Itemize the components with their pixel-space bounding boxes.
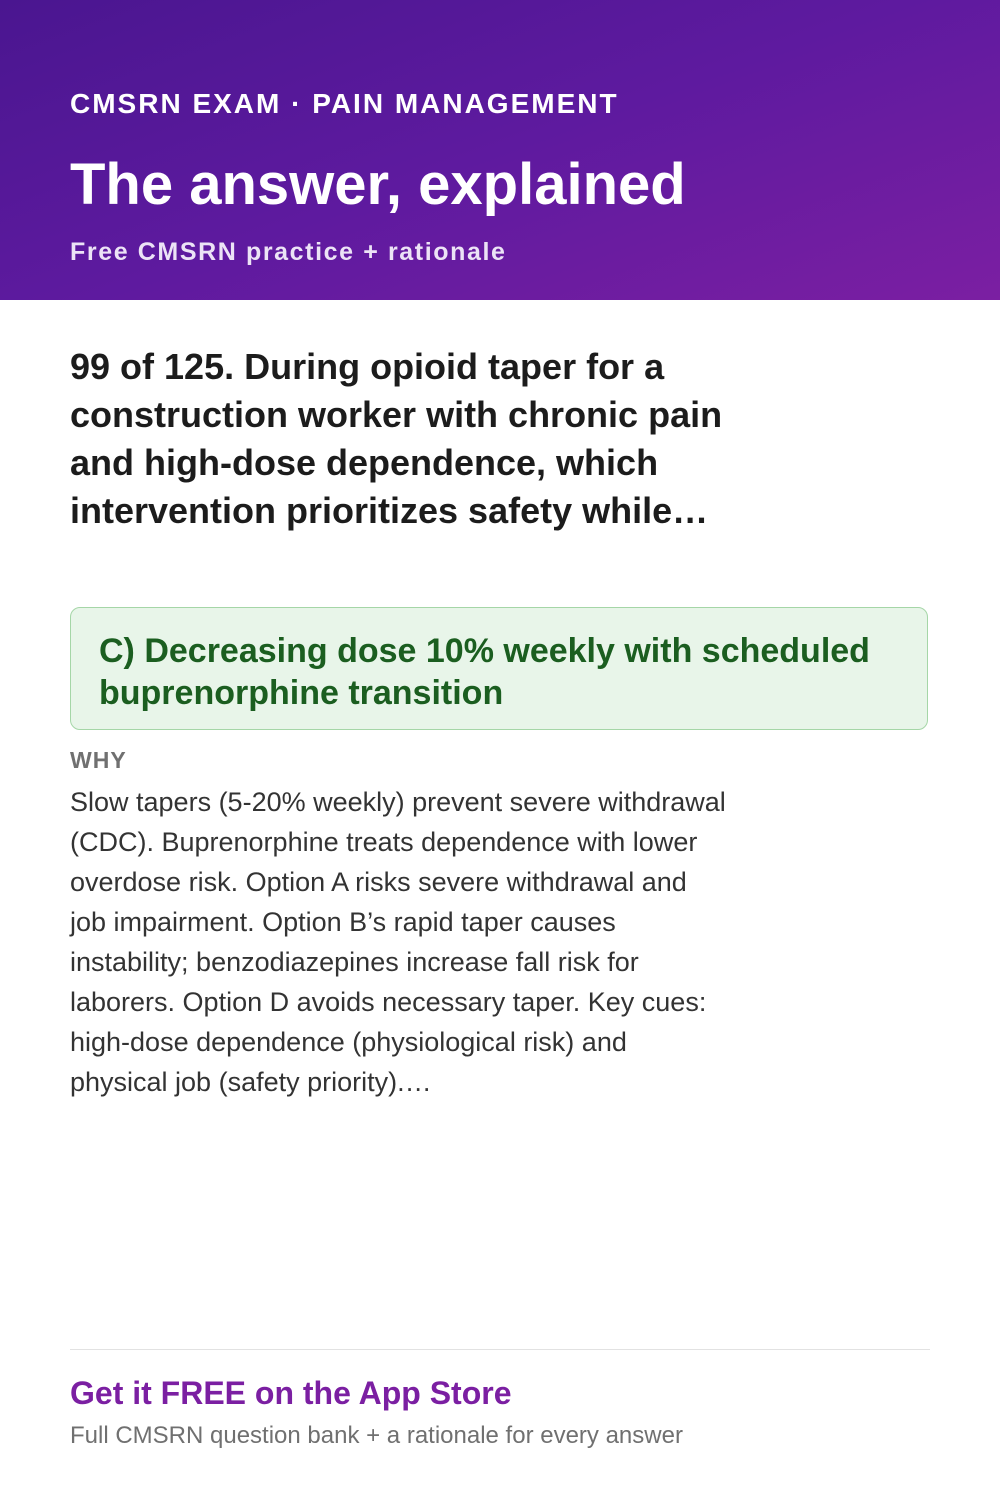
page-title: The answer, explained [70, 152, 686, 217]
app-store-description: Full CMSRN question bank + a rationale for every answer [70, 1422, 683, 1449]
header-banner [0, 0, 1000, 300]
correct-answer-text: C) Decreasing dose 10% weekly with scheduled buprenorphine transition [99, 632, 870, 712]
question-text: 99 of 125. During opioid taper for a construction worker with chronic pain and high-dose dependence, which intervention prioritizes safety while… [70, 346, 723, 531]
rationale-label: WHY [70, 747, 127, 773]
exam-category-label: CMSRN EXAM · PAIN MANAGEMENT [70, 88, 619, 119]
rationale-text: Slow tapers (5-20% weekly) prevent severe withdrawal (CDC). Buprenorphine treats dependence with lower overdose risk. Option A risks severe withdrawal and job impairment. Option B’s rapid taper causes instability; benzodiazepines increase fall risk for laborers. Option D avoids necessary taper. Key cues: high-dose dependence (physiological risk) and physical job (safety priority).… [70, 787, 726, 1097]
correct-answer-card [70, 607, 928, 730]
app-store-link[interactable]: Get it FREE on the App Store [70, 1375, 512, 1411]
page-subtitle: Free CMSRN practice + rationale [70, 238, 507, 266]
footer-divider [70, 1349, 930, 1350]
